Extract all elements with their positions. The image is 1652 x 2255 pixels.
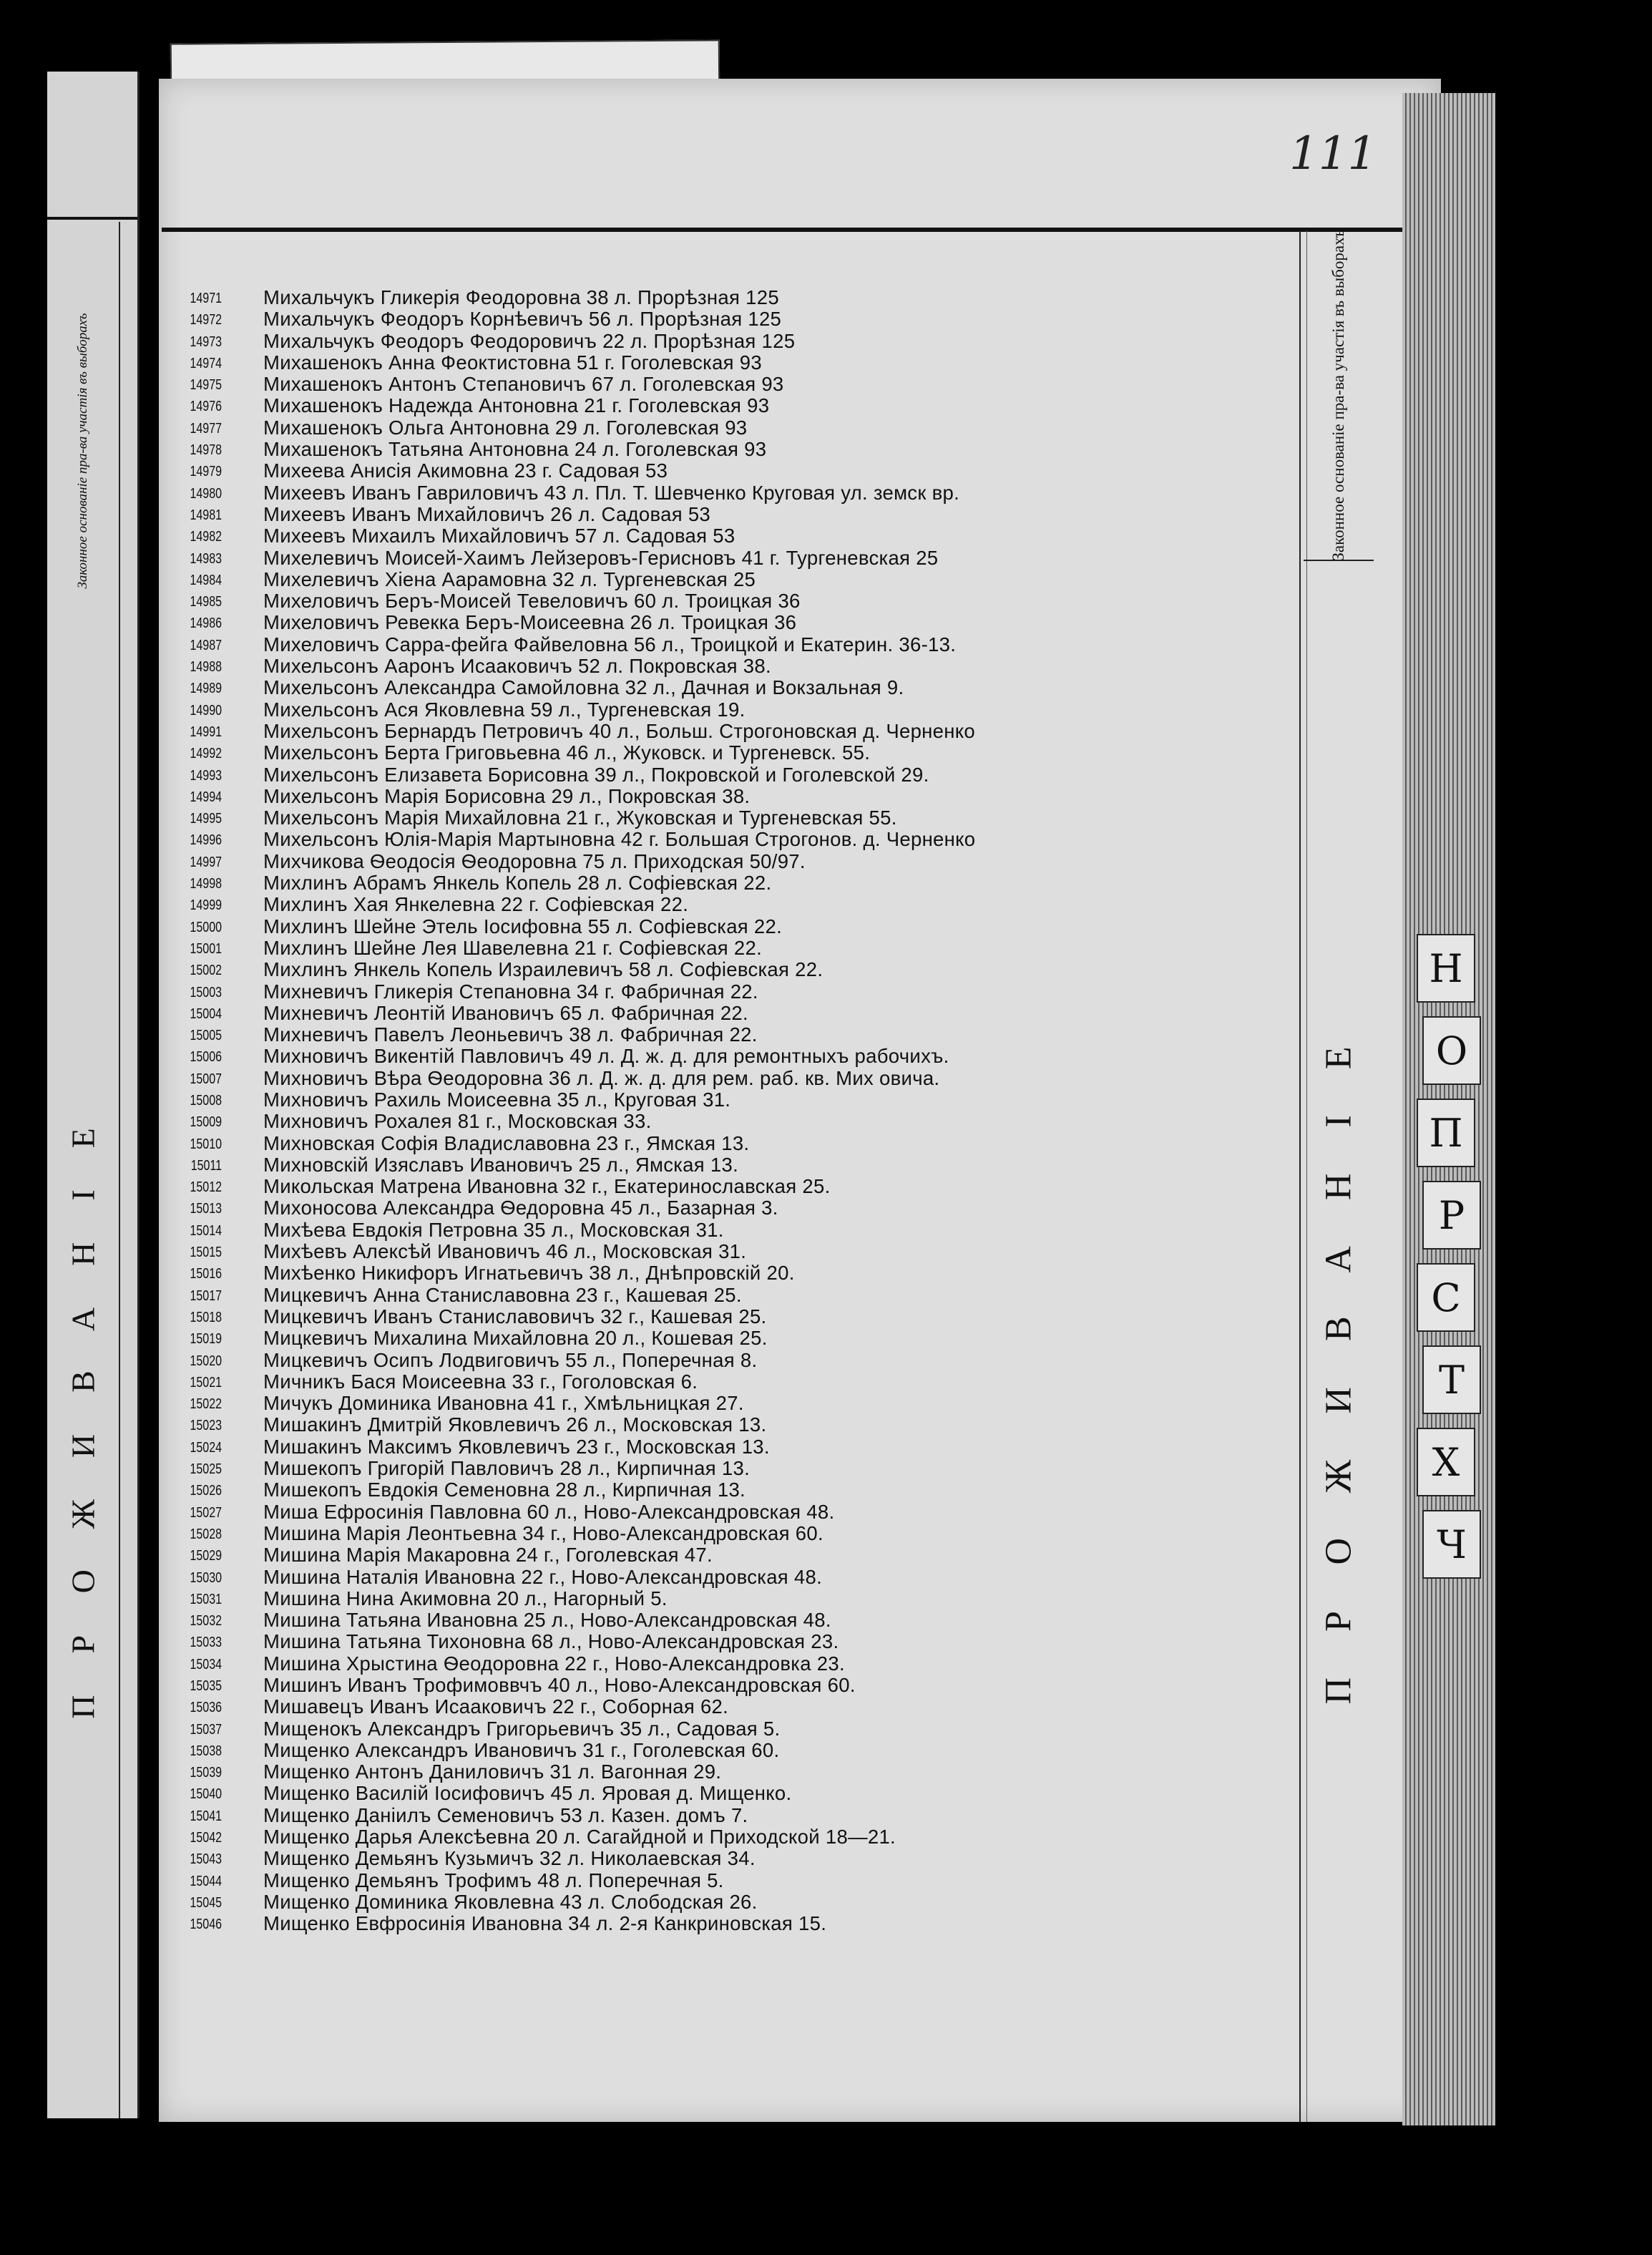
table-row	[159, 1262, 1289, 1283]
table-row	[159, 1739, 1289, 1760]
table-row	[159, 1695, 1289, 1717]
table-row	[159, 828, 1289, 849]
entry-text: Михневичъ Гликерія Степановна 34 г. Фабричная 22.	[263, 980, 758, 1003]
table-row	[159, 330, 1289, 351]
entry-number: 14979	[190, 464, 222, 480]
entry-number: 15031	[190, 1591, 222, 1607]
table-row	[159, 720, 1289, 741]
entry-text: Михельсонъ Юлія-Марія Мартыновна 42 г. Большая Строгонов. д. Черненко	[263, 828, 976, 851]
entry-number: 14987	[190, 637, 222, 653]
entry-number: 15021	[190, 1374, 222, 1390]
table-row	[159, 980, 1289, 1002]
entry-number: 15004	[190, 1005, 222, 1022]
right-page-title	[1304, 794, 1374, 1911]
entry-text: Михеева Анисія Акимовна 23 г. Садовая 53	[263, 459, 668, 482]
entry-text: Михашенокъ Ольга Антоновна 29 л. Гоголевская 93	[263, 416, 748, 439]
entry-text: Мишекопъ Григорій Павловичъ 28 л., Кирпичная 13.	[263, 1457, 751, 1480]
entry-text: Михашенокъ Антонъ Степановичъ 67 л. Гоголевская 93	[263, 373, 784, 396]
table-row	[159, 1869, 1289, 1891]
entry-number: 15032	[190, 1613, 222, 1630]
entry-number: 15041	[190, 1808, 222, 1824]
entry-text: Мицкевичъ Осипъ Лодвиговичъ 55 л., Поперечная 8.	[263, 1348, 758, 1371]
entry-number: 15029	[190, 1548, 222, 1564]
table-row	[159, 1392, 1289, 1413]
table-row	[159, 850, 1289, 872]
table-row	[159, 1522, 1289, 1544]
entry-number: 15023	[190, 1418, 222, 1434]
register-page	[159, 79, 1441, 2122]
entry-number: 15040	[190, 1786, 222, 1803]
entry-text: Михальчукъ Феодоръ Корнѣевичъ 56 л. Прорѣзная 125	[263, 308, 782, 331]
entry-text: Михельсонъ Марія Борисовна 29 л., Покровская 38.	[263, 784, 751, 807]
entry-text: Мичникъ Бася Моисеевна 33 г., Гоголовская 6.	[263, 1370, 698, 1393]
entry-text: Михельсонъ Марія Михайловна 21 г., Жуковская и Тургеневская 55.	[263, 807, 897, 829]
table-row	[159, 611, 1289, 633]
table-row	[159, 1349, 1289, 1370]
entry-number: 15005	[190, 1028, 222, 1044]
entry-text: Михеевъ Иванъ Михайловичъ 26 л. Садовая 53	[263, 502, 711, 525]
entry-text: Михлинъ Хая Янкелевна 22 г. Софіевская 22.	[263, 893, 689, 916]
table-row	[159, 525, 1289, 546]
entry-text: Михѣевъ Алексѣй Ивановичъ 46 л., Московская 31.	[263, 1240, 747, 1263]
entry-number: 15009	[190, 1114, 222, 1131]
entry-text: Мицкевичъ Иванъ Станиславовичъ 32 г., Кашевая 25.	[263, 1305, 767, 1328]
entry-number: 15037	[190, 1721, 222, 1738]
entry-number: 15039	[190, 1765, 222, 1781]
entry-text: Михневичъ Леонтій Ивановичъ 65 л. Фабричная 22.	[263, 1001, 748, 1024]
table-row	[159, 1110, 1289, 1131]
entry-text: Михеевъ Иванъ Гавриловичъ 43 л. Пл. Т. Шевченко Круговая ул. земск вр.	[263, 481, 960, 504]
entry-number: 14978	[190, 442, 222, 459]
entry-text: Михновичъ Рахиль Моисеевна 35 л., Круговая 31.	[263, 1088, 731, 1111]
left-page-title-text: ПРОЖИВАНІЕ	[64, 1086, 102, 1719]
entry-number: 15008	[190, 1092, 222, 1109]
entry-number: 15014	[190, 1222, 222, 1239]
table-row	[159, 1197, 1289, 1218]
entry-text: Мишавецъ Иванъ Исааковичъ 22 г., Соборная 62.	[263, 1695, 729, 1718]
table-row	[159, 785, 1289, 807]
entry-number: 15042	[190, 1830, 222, 1846]
entry-number: 15035	[190, 1678, 222, 1694]
table-row	[159, 373, 1289, 394]
entry-number: 14975	[190, 377, 222, 394]
entry-number: 15012	[190, 1179, 222, 1196]
thumb-tab[interactable]: Р	[1422, 1181, 1481, 1250]
entry-text: Михеловичъ Сарра-фейга Файвеловна 56 л., Троицкой и Екатерин. 36-13.	[263, 633, 957, 656]
table-row	[159, 1045, 1289, 1066]
entry-number: 14976	[190, 399, 222, 415]
table-row	[159, 1154, 1289, 1175]
table-row	[159, 1023, 1289, 1045]
table-row	[159, 1566, 1289, 1587]
table-row	[159, 1327, 1289, 1348]
entry-text: Михѣева Евдокія Петровна 35 л., Московская 31.	[263, 1218, 724, 1241]
entry-text: Михельсонъ Александра Самойловна 32 л., Дачная и Вокзальная 9.	[263, 676, 904, 699]
table-row	[159, 1501, 1289, 1522]
table-row	[159, 655, 1289, 676]
table-row	[159, 482, 1289, 503]
table-row	[159, 394, 1289, 416]
table-row	[159, 1284, 1289, 1305]
entry-text: Мишакинъ Максимъ Яковлевичъ 23 г., Московская 13.	[263, 1435, 770, 1458]
entry-number: 14996	[190, 832, 222, 849]
table-row	[159, 1370, 1289, 1392]
thumb-tab[interactable]: Ч	[1422, 1510, 1481, 1579]
table-row	[159, 807, 1289, 828]
table-row	[159, 286, 1289, 308]
table-row	[159, 1413, 1289, 1435]
table-row	[159, 1718, 1289, 1739]
entry-number: 14993	[190, 767, 222, 784]
left-column-line	[119, 222, 120, 2118]
table-row	[159, 308, 1289, 329]
entry-number: 15028	[190, 1526, 222, 1542]
entry-text: Мицкевичъ Анна Станиславовна 23 г., Кашевая 25.	[263, 1283, 742, 1306]
table-row	[159, 915, 1289, 937]
entry-number: 15046	[190, 1916, 222, 1933]
left-column-header-text: Законное основаніе пра-ва участія въ выборахъ	[75, 313, 90, 589]
entry-text: Михельсонъ Берта Григовьевна 46 л., Жуковск. и Тургеневск. 55.	[263, 741, 871, 764]
entry-number: 14983	[190, 550, 222, 567]
thumb-tab[interactable]: С	[1417, 1263, 1475, 1332]
entry-number: 15022	[190, 1396, 222, 1413]
entry-text: Михновскій Изяславъ Ивановичъ 25 л., Ямская 13.	[263, 1153, 739, 1176]
entry-text: Мищенко Дарья Алексѣевна 20 л. Сагайдной и Приходской 18—21.	[263, 1826, 896, 1849]
entry-number: 14986	[190, 615, 222, 632]
entry-number: 15007	[190, 1071, 222, 1087]
entry-text: Мищенко Антонъ Даниловичъ 31 л. Вагонная 29.	[263, 1760, 722, 1783]
table-row	[159, 1479, 1289, 1500]
table-row	[159, 1088, 1289, 1110]
thumb-tab[interactable]: Х	[1417, 1428, 1475, 1496]
entry-text: Михновичъ Вѣра Ѳеодоровна 36 л. Д. ж. д. для рем. раб. кв. Мих овича.	[263, 1066, 940, 1089]
entry-number: 15038	[190, 1743, 222, 1759]
table-row	[159, 1826, 1289, 1847]
table-row	[159, 633, 1289, 655]
entry-number: 14984	[190, 572, 222, 588]
left-page-title	[47, 859, 119, 1947]
entry-number: 15019	[190, 1331, 222, 1348]
table-row	[159, 676, 1289, 698]
table-row	[159, 1760, 1289, 1782]
entry-number: 14998	[190, 876, 222, 892]
right-column-header-text: Законное основаніе пра-ва участія въ выборахъ	[1329, 229, 1347, 561]
table-row	[159, 741, 1289, 763]
entry-number: 15027	[190, 1504, 222, 1521]
entry-number: 15033	[190, 1635, 222, 1651]
entry-text: Мишина Хрыстина Ѳеодоровна 22 г., Ново-Александровка 23.	[263, 1652, 845, 1675]
entry-text: Мишакинъ Дмитрій Яковлевичъ 26 л., Московская 13.	[263, 1413, 767, 1436]
entry-text: Миша Ефросинія Павловна 60 л., Ново-Александровская 48.	[263, 1500, 835, 1523]
thumb-tab[interactable]: О	[1422, 1016, 1481, 1085]
table-row	[159, 1587, 1289, 1609]
header-rule	[162, 228, 1414, 232]
entry-text: Мишина Татьяна Тихоновна 68 л., Ново-Александровская 23.	[263, 1630, 839, 1653]
entry-text: Михчикова Ѳеодосія Ѳеодоровна 75 л. Приходская 50/97.	[263, 849, 806, 872]
table-row	[159, 1175, 1289, 1197]
entry-number: 14974	[190, 355, 222, 371]
table-row	[159, 1782, 1289, 1803]
entry-number: 15003	[190, 984, 222, 1000]
table-row	[159, 590, 1289, 611]
entry-number: 14992	[190, 746, 222, 762]
entry-text: Мишекопъ Евдокія Семеновна 28 л., Кирпичная 13.	[263, 1479, 746, 1501]
entry-number: 14971	[190, 291, 222, 306]
entry-text: Михлинъ Абрамъ Янкель Копель 28 л. Софіевская 22.	[263, 872, 772, 895]
entry-text: Мишина Марія Леонтьевна 34 г., Ново-Александровская 60.	[263, 1521, 823, 1544]
entry-number: 15010	[190, 1136, 222, 1152]
table-row	[159, 438, 1289, 459]
entry-text: Мищенко Доминика Яковлевна 43 л. Слободская 26.	[263, 1890, 758, 1913]
table-row	[159, 459, 1289, 481]
entry-text: Михѣенко Никифоръ Игнатьевичъ 38 л., Днѣпровскій 20.	[263, 1262, 795, 1285]
entry-number: 15013	[190, 1201, 222, 1217]
entry-text: Михашенокъ Татьяна Антоновна 24 л. Гоголевская 93	[263, 438, 767, 461]
table-row	[159, 1609, 1289, 1630]
entry-text: Михеловичъ Беръ-Моисей Тевеловичъ 60 л. Троицкая 36	[263, 590, 801, 613]
entry-number: 15026	[190, 1483, 222, 1499]
entry-number: 15020	[190, 1353, 222, 1369]
entry-number: 14972	[190, 312, 222, 328]
entry-number: 15024	[190, 1439, 222, 1456]
right-column-line	[1299, 230, 1301, 2122]
table-row	[159, 698, 1289, 720]
entry-text: Мищенко Евфросинія Ивановна 34 л. 2-я Канкриновская 15.	[263, 1912, 827, 1935]
entry-text: Михелевичъ Хіена Аарамовна 32 л. Тургеневская 25	[263, 568, 756, 590]
table-row	[159, 1630, 1289, 1652]
entry-text: Михашенокъ Надежда Антоновна 21 г. Гоголевская 93	[263, 394, 770, 417]
entry-text: Мищенко Александръ Ивановичъ 31 г., Гоголевская 60.	[263, 1738, 780, 1761]
table-row	[159, 1652, 1289, 1674]
table-row	[159, 958, 1289, 980]
table-row	[159, 503, 1289, 525]
entry-number: 15017	[190, 1287, 222, 1304]
table-row	[159, 1436, 1289, 1457]
entry-number: 15030	[190, 1569, 222, 1586]
table-row	[159, 1891, 1289, 1912]
table-row	[159, 1132, 1289, 1154]
table-row	[159, 872, 1289, 893]
entry-number: 15043	[190, 1851, 222, 1868]
table-row	[159, 1002, 1289, 1023]
entry-text: Мишина Татьяна Ивановна 25 л., Ново-Александровская 48.	[263, 1609, 831, 1632]
entry-text: Мишина Нина Акимовна 20 л., Нагорный 5.	[263, 1587, 668, 1609]
entry-number: 14977	[190, 420, 222, 437]
entry-number: 15002	[190, 963, 222, 979]
entry-text: Мищенко Даніилъ Семеновичъ 53 л. Казен. домъ 7.	[263, 1803, 748, 1826]
entry-text: Михлинъ Шейне Лея Шавелевна 21 г. Софіевская 22.	[263, 936, 763, 959]
page-number: 111	[1289, 127, 1377, 180]
entry-text: Михеевъ Михаилъ Михайловичъ 57 л. Садовая 53	[263, 525, 735, 547]
entry-number: 14994	[190, 789, 222, 805]
entry-number: 14991	[190, 724, 222, 740]
entry-text: Михельсонъ Ася Яковлевна 59 л., Тургеневская 19.	[263, 698, 746, 721]
entry-text: Михневичъ Павелъ Леоньевичъ 38 л. Фабричная 22.	[263, 1023, 758, 1046]
thumb-tab[interactable]: Т	[1422, 1345, 1481, 1414]
entry-text: Михлинъ Янкель Копель Израилевичъ 58 л. Софіевская 22.	[263, 958, 823, 981]
entry-number: 14980	[190, 485, 222, 502]
entry-text: Михельсонъ Елизавета Борисовна 39 л., Покровской и Гоголевской 29.	[263, 763, 929, 786]
entry-text: Мищенокъ Александръ Григорьевичъ 35 л., Садовая 5.	[263, 1717, 781, 1740]
entry-number: 15006	[190, 1049, 222, 1066]
entry-text: Мищенко Демьянъ Кузьмичъ 32 л. Николаевская 34.	[263, 1847, 756, 1870]
table-row	[159, 1674, 1289, 1695]
thumb-tab[interactable]: Н	[1417, 934, 1475, 1003]
entry-text: Михновская Софія Владиславовна 23 г., Ямская 13.	[263, 1131, 750, 1154]
entry-text: Михельсонъ Бернардъ Петровичъ 40 л., Больш. Строгоновская д. Черненко	[263, 719, 975, 742]
thumb-tab[interactable]: П	[1417, 1099, 1475, 1167]
entry-number: 15016	[190, 1266, 222, 1282]
table-row	[159, 1240, 1289, 1262]
entry-number: 15000	[190, 919, 222, 935]
entry-number: 14995	[190, 811, 222, 827]
entry-number: 14990	[190, 702, 222, 719]
entry-number: 15018	[190, 1309, 222, 1325]
entry-text: Михлинъ Шейне Этель Іосифовна 55 л. Софіевская 22.	[263, 915, 783, 937]
table-row	[159, 351, 1289, 373]
entry-number: 15045	[190, 1894, 222, 1911]
left-page-strip	[47, 72, 140, 2118]
entry-number: 14981	[190, 507, 222, 523]
entry-number: 14973	[190, 333, 222, 350]
entry-number: 15034	[190, 1656, 222, 1672]
table-row	[159, 417, 1289, 438]
entry-text: Михелевичъ Моисей-Хаимъ Лейзеровъ-Герисновъ 41 г. Тургеневская 25	[263, 546, 939, 569]
entry-number: 14985	[190, 594, 222, 610]
entry-number: 14999	[190, 897, 222, 914]
entry-number: 14989	[190, 681, 222, 697]
table-row	[159, 1219, 1289, 1240]
entry-text: Михальчукъ Феодоръ Феодоровичъ 22 л. Прорѣзная 125	[263, 329, 796, 352]
entry-text: Мишинъ Иванъ Трофимоввчъ 40 л., Ново-Александровская 60.	[263, 1674, 856, 1696]
entry-text: Михновичъ Викентій Павловичъ 49 л. Д. ж. д. для ремонтныхъ рабочихъ.	[263, 1045, 949, 1068]
entry-text: Микольская Матрена Ивановна 32 г., Екатеринославская 25.	[263, 1175, 831, 1198]
right-page-title-text: ПРОЖИВАНІЕ	[1318, 1000, 1359, 1705]
table-row	[159, 1847, 1289, 1869]
table-row	[159, 1457, 1289, 1479]
table-row	[159, 1067, 1289, 1088]
table-row	[159, 937, 1289, 958]
entry-text: Михеловичъ Ревекка Беръ-Моисеевна 26 л. Троицкая 36	[263, 611, 797, 634]
entry-list	[159, 286, 1289, 1934]
entry-text: Мишина Наталія Ивановна 22 г., Ново-Александровская 48.	[263, 1565, 823, 1588]
table-row	[159, 893, 1289, 915]
entry-number: 15036	[190, 1700, 222, 1716]
table-row	[159, 1544, 1289, 1565]
entry-text: Михашенокъ Анна Феоктистовна 51 г. Гоголевская 93	[263, 351, 762, 374]
right-column-header	[1304, 230, 1374, 561]
page-edge	[1402, 93, 1545, 2125]
left-header-rule	[47, 217, 137, 220]
table-row	[159, 547, 1289, 568]
entry-text: Михоносова Александра Ѳедоровна 45 л., Базарная 3.	[263, 1197, 778, 1219]
entry-number: 14982	[190, 529, 222, 545]
entry-text: Михальчукъ Гликерія Феодоровна 38 л. Прорѣзная 125	[263, 286, 779, 308]
entry-text: Мищенко Василій Іосифовичъ 45 л. Яровая д. Мищенко.	[263, 1782, 792, 1805]
entry-text: Михельсонъ Ааронъ Исааковичъ 52 л. Покровская 38.	[263, 655, 771, 678]
table-row	[159, 568, 1289, 590]
entry-number: 15025	[190, 1461, 222, 1478]
entry-text: Михновичъ Рохалея 81 г., Московская 33.	[263, 1110, 652, 1133]
entry-text: Мищенко Демьянъ Трофимъ 48 л. Поперечная 5.	[263, 1869, 724, 1891]
table-row	[159, 764, 1289, 785]
entry-number: 15001	[190, 940, 222, 957]
entry-text: Мицкевичъ Михалина Михайловна 20 л., Кошевая 25.	[263, 1327, 768, 1350]
table-row	[159, 1305, 1289, 1327]
entry-text: Мичукъ Доминика Ивановна 41 г., Хмѣльницкая 27.	[263, 1392, 744, 1415]
left-column-header	[47, 313, 119, 589]
entry-number: 15011	[190, 1157, 222, 1174]
entry-number: 15044	[190, 1873, 222, 1889]
entry-number: 14997	[190, 854, 222, 870]
entry-number: 14988	[190, 659, 222, 676]
table-row	[159, 1804, 1289, 1826]
entry-number: 15015	[190, 1245, 222, 1261]
table-row	[159, 1912, 1289, 1934]
entry-text: Мишина Марія Макаровна 24 г., Гоголевская 47.	[263, 1544, 713, 1567]
